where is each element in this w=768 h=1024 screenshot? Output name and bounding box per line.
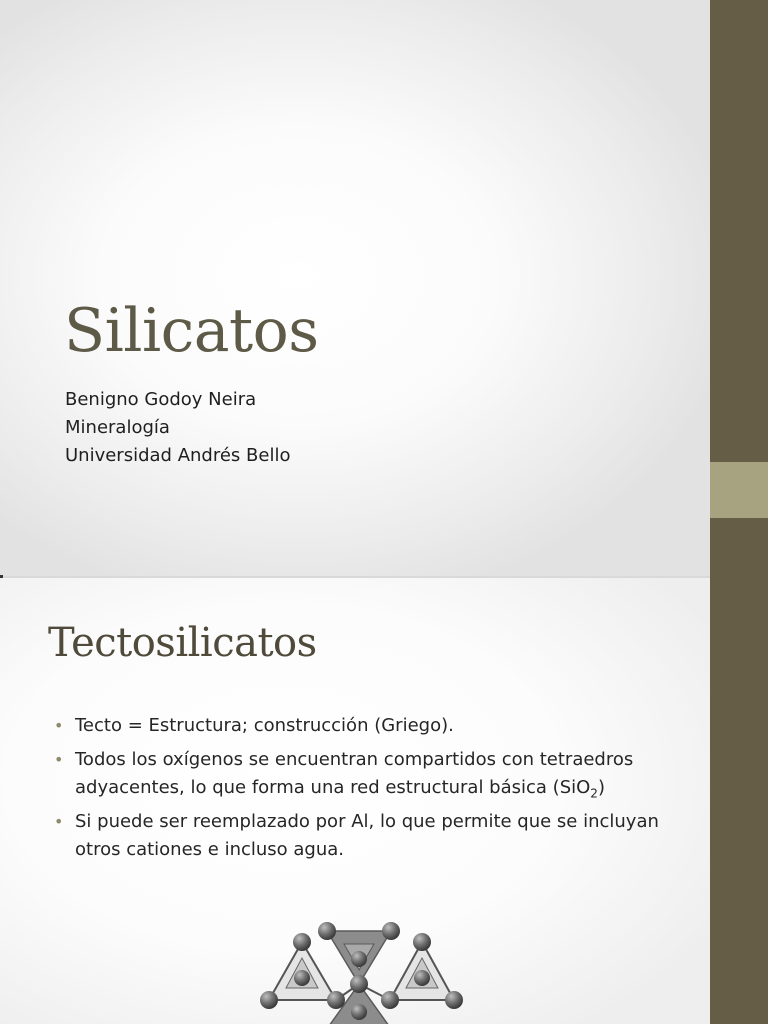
atom: [318, 922, 336, 940]
atom: [260, 991, 278, 1009]
author-name: Benigno Godoy Neira: [65, 389, 257, 410]
slide-2: [0, 578, 710, 1024]
bullet-text: Tecto = Estructura; construcción (Griego).: [75, 715, 454, 736]
atom: [351, 1004, 367, 1020]
atom: [414, 970, 430, 986]
atom: [351, 951, 367, 967]
bullet-text: Todos los oxígenos se encuentran compartidos con tetraedros adyacentes, lo que forma una red estructural básica (SiO: [75, 749, 634, 798]
slide-2-title: Tectosilicatos: [48, 620, 317, 666]
bullet-item: [54, 712, 704, 740]
course-name: Mineralogía: [65, 417, 170, 438]
university-name: Universidad Andrés Bello: [65, 445, 291, 466]
atom: [294, 970, 310, 986]
slide-1-title: Silicatos: [64, 296, 319, 366]
bullet-item: [54, 808, 704, 864]
bullet-dot-icon: •: [54, 812, 64, 831]
atom: [382, 922, 400, 940]
bullet-item: [54, 746, 704, 802]
atom: [413, 933, 431, 951]
tetrahedra-diagram: [254, 914, 474, 1024]
bullet-text-suffix: ): [597, 777, 605, 798]
atom: [350, 975, 368, 993]
atom: [327, 991, 345, 1009]
subscript-text: 2: [590, 786, 598, 801]
slide-1-subtitle: [65, 386, 290, 470]
bullet-dot-icon: •: [54, 750, 64, 769]
atom: [381, 991, 399, 1009]
bullet-list: [54, 712, 704, 870]
atom: [445, 991, 463, 1009]
sidebar-accent: [710, 462, 768, 518]
atom: [293, 933, 311, 951]
bullet-dot-icon: •: [54, 716, 64, 735]
bullet-text: Si puede ser reemplazado por Al, lo que permite que se incluyan otros cationes e incluso agua.: [75, 811, 659, 860]
